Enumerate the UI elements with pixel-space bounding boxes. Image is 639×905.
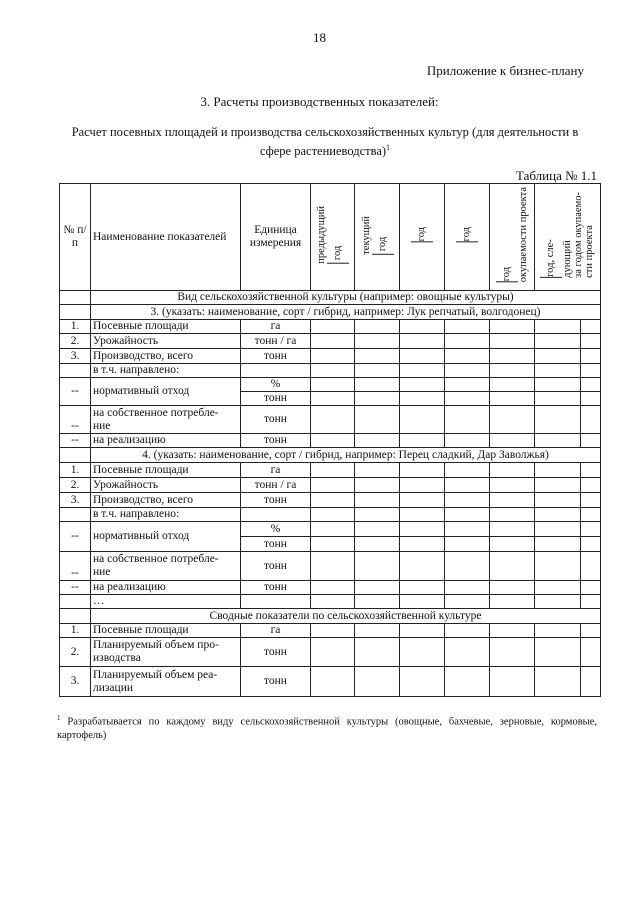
row-num: 2. (60, 478, 91, 493)
row-label-part: на собственное потребле- (93, 406, 219, 419)
subtitle-line1: Расчет посевных площадей и производства сельскохозяйственных культур (для деятельности в (71, 125, 579, 139)
row-unit: тонн / га (241, 334, 311, 349)
table-row (60, 552, 601, 581)
row-label-part: ние (93, 419, 111, 432)
header-name: Наименование показателей (91, 184, 241, 291)
section-title: 3. Расчеты производственных показателей: (200, 94, 439, 109)
row-unit: га (241, 320, 311, 334)
header-prev-year (311, 184, 355, 291)
group-title-row (60, 291, 601, 305)
group-title: Вид сельскохозяйственной культуры (например: овощные культуры) (91, 291, 601, 305)
row-label (91, 406, 241, 434)
row-label-part: лизации (93, 681, 134, 694)
row-num: 1. (60, 463, 91, 478)
row-num: 2. (60, 334, 91, 349)
subtitle-footnote-mark: 1 (386, 143, 391, 152)
row-label: … (91, 595, 241, 609)
header-next-d: сти проекта (584, 225, 595, 278)
row-num: -- (60, 378, 91, 406)
row-unit: тонн (241, 581, 311, 595)
row-num: 2. (60, 638, 91, 667)
header-next-a: год, сле- (545, 239, 556, 277)
table-row (60, 463, 601, 478)
table-number: Таблица № 1.1 (515, 168, 597, 183)
table-row (60, 667, 601, 697)
header-payback-year (490, 184, 535, 291)
header-year-4 (445, 184, 490, 291)
row-label: в т.ч. направлено: (91, 508, 241, 522)
row-label: Урожайность (91, 478, 241, 493)
row-label: Посевные площади (91, 463, 241, 478)
row-num: 1. (60, 320, 91, 334)
row-label: нормативный отход (91, 522, 241, 552)
header-year-3 (400, 184, 445, 291)
header-curr-label: текущий (360, 215, 372, 255)
row-label: Производство, всего (91, 493, 241, 508)
row-unit: тонн (241, 349, 311, 364)
summary-title: Сводные показатели по сельскохозяйственной культуре (91, 609, 601, 624)
table-header-row (60, 184, 601, 291)
row-num: 3. (60, 493, 91, 508)
row-num: -- (60, 552, 91, 581)
footnote (57, 712, 597, 742)
row-label: в т.ч. направлено: (91, 364, 241, 378)
summary-title-row (60, 609, 601, 624)
header-num: № п/п (60, 184, 91, 291)
row-num: 3. (60, 667, 91, 697)
crop3-title-row (60, 305, 601, 320)
row-unit: тонн (241, 667, 311, 697)
table-row (60, 493, 601, 508)
row-num: -- (60, 522, 91, 552)
header-curr-year (355, 184, 400, 291)
crop-production-table (59, 183, 601, 697)
table-row (60, 478, 601, 493)
footnote-mark: 1 (57, 714, 61, 722)
appendix-label: Приложение к бизнес-плану (426, 63, 584, 78)
row-unit: тонн (241, 434, 311, 448)
row-label: Производство, всего (91, 349, 241, 364)
page-number: 18 (313, 30, 326, 45)
table-row (60, 349, 601, 364)
header-next-year (535, 184, 601, 291)
table-row (60, 334, 601, 349)
row-label (91, 552, 241, 581)
row-num: 3. (60, 349, 91, 364)
table-row (60, 624, 601, 638)
crop4-title: 4. (указать: наименование, сорт / гибрид, например: Перец сладкий, Дар Заволжья) (91, 448, 601, 463)
header-payback-label: окупаемости проекта (517, 187, 529, 283)
row-label: Урожайность (91, 334, 241, 349)
row-unit: тонн / га (241, 478, 311, 493)
row-unit: % (241, 522, 311, 537)
header-prev-label: предыдущий (316, 206, 327, 264)
crop3-title: 3. (указать: наименование, сорт / гибрид, например: Лук репчатый, волгодонец) (91, 305, 601, 320)
row-unit: тонн (241, 552, 311, 581)
table-row (60, 595, 601, 609)
footnote-text: Разрабатывается по каждому виду сельскохозяйственной культуры (овощные, бахчевые, зерновые, кормовые, картофель) (57, 716, 597, 741)
row-label-part: на собственное потребле- (93, 553, 219, 565)
row-label: нормативный отход (91, 378, 241, 406)
row-unit: тонн (241, 638, 311, 667)
row-label (91, 638, 241, 667)
row-label-part: Планируемый объем про- (93, 639, 219, 651)
table-row (60, 508, 601, 522)
header-curr-year-word: год (376, 236, 388, 251)
header-unit: Единица измерения (241, 184, 311, 291)
header-next-b: дующий (562, 240, 573, 278)
row-num: 1. (60, 624, 91, 638)
row-unit: тонн (241, 392, 311, 406)
table-row (60, 638, 601, 667)
row-label: на реализацию (91, 581, 241, 595)
subtitle-line2: сфере растениеводства) (259, 144, 387, 159)
table-row (60, 522, 601, 537)
row-unit: га (241, 463, 311, 478)
row-unit: га (241, 624, 311, 638)
row-label-part: Планируемый объем реа- (93, 668, 218, 681)
row-label-part: ние (93, 566, 111, 578)
header-payback-year-word: год (500, 267, 512, 282)
table-row (60, 364, 601, 378)
row-num: -- (60, 434, 91, 448)
row-num: -- (60, 581, 91, 595)
header-year3-word: год (416, 227, 427, 242)
table-subtitle (55, 124, 595, 159)
header-next-c: за годом окупаемо- (573, 192, 584, 278)
row-label: Посевные площади (91, 320, 241, 334)
table-row (60, 320, 601, 334)
header-prev-year-word: год (332, 245, 343, 261)
row-unit: тонн (241, 493, 311, 508)
table-row (60, 434, 601, 448)
row-unit: % (241, 378, 311, 392)
header-year4-word: год (461, 227, 472, 242)
row-label: Посевные площади (91, 624, 241, 638)
row-unit: тонн (241, 406, 311, 434)
crop4-title-row (60, 448, 601, 463)
row-unit: тонн (241, 537, 311, 552)
table-row (60, 406, 601, 434)
row-label: на реализацию (91, 434, 241, 448)
row-num: -- (60, 406, 91, 434)
row-label (91, 667, 241, 697)
table-row (60, 581, 601, 595)
table-row (60, 378, 601, 392)
row-label-part: изводства (93, 652, 141, 664)
